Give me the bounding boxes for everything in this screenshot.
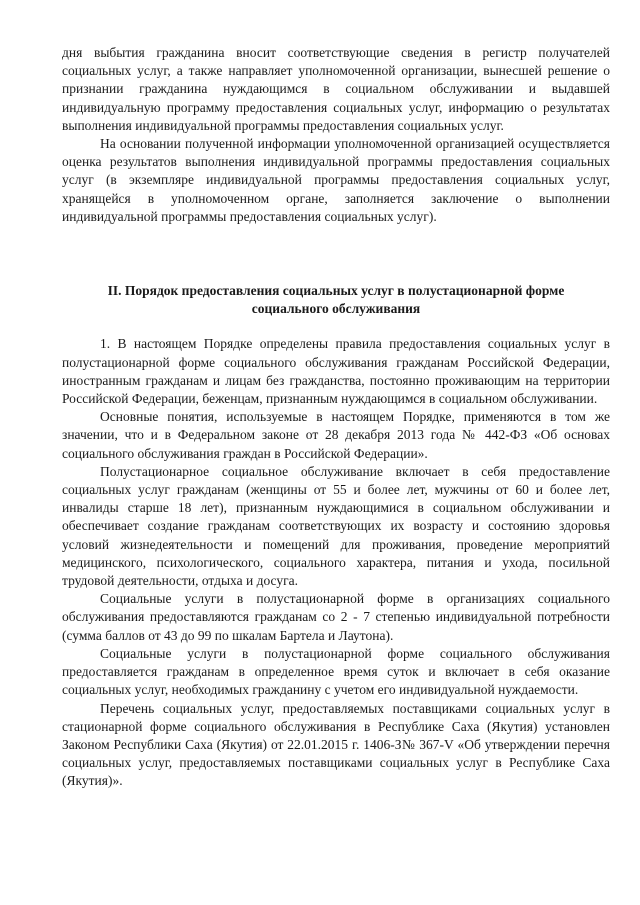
section-heading bbox=[62, 282, 610, 318]
section-paragraph-4: Социальные услуги в полустационарной форме в организациях социального обслуживания предоставляются гражданам со 2 - 7 степенью индивидуальной потребности (сумма баллов от 43 до 99 по шкалам Бартела и Лаутона). bbox=[62, 591, 610, 643]
section-heading-line-2: социального обслуживания bbox=[251, 301, 421, 317]
section-paragraph-1: 1. В настоящем Порядке определены правила предоставления социальных услуг в полустационарной форме социального обслуживания гражданам Российской Федерации, иностранным гражданам и лицам без гражданства, постоянно проживающим на территории Российской Федерации, беженцам, признанным нуждающимся в социальном обслуживании. bbox=[62, 336, 610, 407]
section-paragraph-3: Полустационарное социальное обслуживание включает в себя предоставление социальных услуг гражданам (женщины от 55 и более лет, мужчины от 60 и более лет, инвалиды старше 18 лет), признанным нуждающимися в социальном обслуживании и обеспечивает создание гражданам соответствующих их возрасту и состоянию здоровья условий жизнедеятельности и помещений для проживания, проведение мероприятий медицинского, психологического, социального характера, питания и ухода, посильной трудовой деятельности, отдыха и досуга. bbox=[62, 463, 610, 589]
section-spacer bbox=[62, 226, 610, 282]
intro-paragraph-2: На основании полученной информации уполномоченной организацией осуществляется оценка результатов выполнения индивидуальной программы предоставления социальных услуг (в экземпляре индивидуальной программы предоставления социальных услуг, хранящейся в уполномоченном органе, заполняется заключение о выполнении индивидуальной программы предоставления социальных услуг). bbox=[62, 136, 610, 224]
section-paragraph-6: Перечень социальных услуг, предоставляемых поставщиками социальных услуг в стационарной форме социального обслуживания в Республике Саха (Якутия) установлен Законом Республики Саха (Якутия) от 22.01.2015 г. 1406-З№ 367-V «Об утверждении перечня социальных услуг, предоставляемых поставщиками социальных услуг в Республике Саха (Якутия)». bbox=[62, 700, 610, 789]
document-page bbox=[62, 44, 610, 791]
section-paragraph-2: Основные понятия, используемые в настоящем Порядке, применяются в том же значении, что и в Федеральном законе от 28 декабря 2013 года № 442-ФЗ «Об основах социального обслуживания граждан в Российской Федерации». bbox=[62, 409, 610, 461]
section-heading-line-1: II. Порядок предоставления социальных услуг в полустационарной форме bbox=[107, 283, 565, 299]
section-paragraph-5: Социальные услуги в полустационарной форме социального обслуживания предоставляется гражданам в определенное время суток и включает в себя оказание социальных услуг, необходимых гражданину с учетом его индивидуальной нуждаемости. bbox=[62, 645, 610, 698]
intro-paragraph-1: дня выбытия гражданина вносит соответствующие сведения в регистр получателей социальных услуг, а также направляет уполномоченной организации, вынесшей решение о признании гражданина нуждающимся в социальном обслуживании и выдавшей индивидуальную программу предоставления социальных услуг, информацию о результатах выполнения индивидуальной программы предоставления социальных услуг. bbox=[62, 45, 610, 133]
